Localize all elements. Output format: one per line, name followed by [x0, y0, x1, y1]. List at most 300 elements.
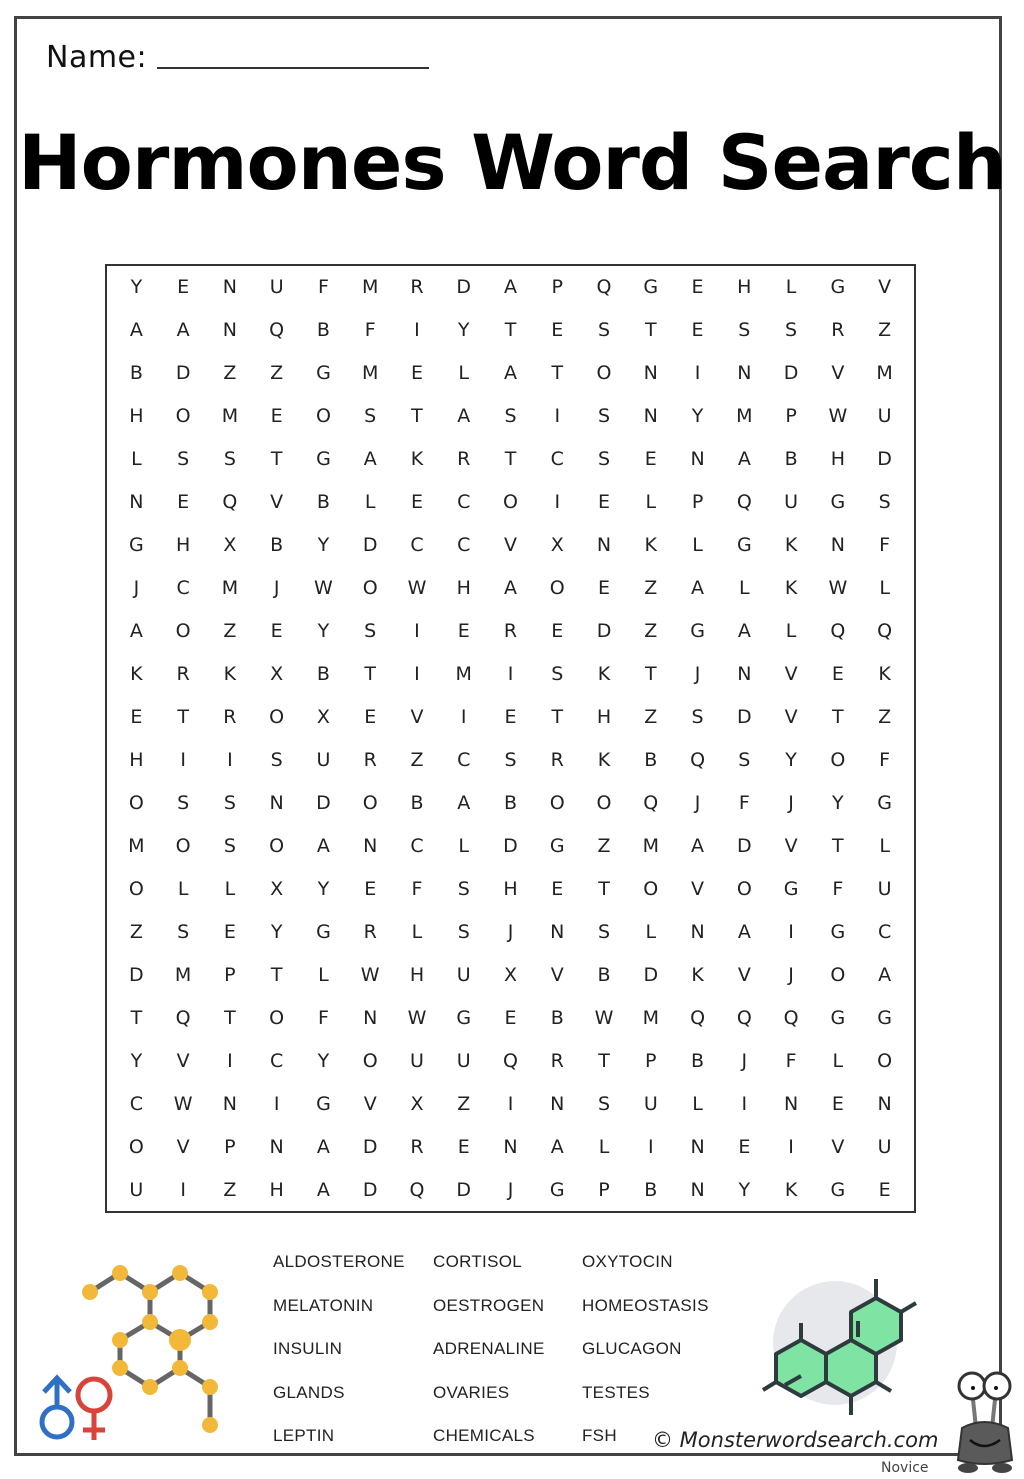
grid-cell[interactable]: N	[363, 834, 378, 857]
grid-cell[interactable]: F	[785, 1049, 797, 1072]
grid-cell[interactable]: Y	[317, 620, 330, 643]
grid-cell[interactable]: G	[783, 877, 799, 900]
grid-cell[interactable]: B	[316, 319, 330, 342]
grid-cell[interactable]: G	[316, 1092, 331, 1115]
grid-cell[interactable]: P	[224, 1135, 236, 1158]
grid-cell[interactable]: S	[364, 620, 377, 643]
grid-cell[interactable]: G	[643, 276, 659, 299]
grid-cell[interactable]: O	[128, 791, 144, 814]
grid-cell[interactable]: Y	[270, 920, 283, 943]
grid-cell[interactable]: D	[503, 834, 518, 857]
grid-cell[interactable]: I	[554, 491, 561, 514]
grid-cell[interactable]: C	[176, 577, 190, 600]
grid-cell[interactable]: N	[737, 663, 752, 686]
grid-cell[interactable]: S	[691, 706, 704, 728]
grid-cell[interactable]: R	[410, 1135, 424, 1158]
grid-cell[interactable]: U	[129, 1178, 144, 1201]
grid-cell[interactable]: H	[737, 276, 752, 299]
grid-cell[interactable]: K	[784, 534, 798, 557]
grid-cell[interactable]: Q	[175, 1006, 191, 1029]
grid-cell[interactable]: Y	[317, 877, 330, 900]
grid-cell[interactable]: S	[504, 748, 517, 771]
grid-cell[interactable]: I	[507, 1092, 514, 1115]
grid-cell[interactable]: E	[504, 706, 517, 728]
grid-cell[interactable]: L	[598, 1135, 610, 1158]
grid-cell[interactable]: A	[878, 963, 892, 986]
grid-cell[interactable]: L	[879, 834, 890, 857]
grid-cell[interactable]: T	[504, 448, 517, 471]
grid-cell[interactable]: A	[691, 577, 705, 600]
grid-cell[interactable]: X	[270, 877, 284, 900]
grid-cell[interactable]: R	[410, 276, 424, 299]
grid-cell[interactable]: N	[222, 1092, 237, 1115]
grid-cell[interactable]: M	[642, 834, 659, 857]
grid-cell[interactable]: T	[551, 706, 564, 728]
grid-cell[interactable]: U	[410, 1049, 424, 1072]
grid-cell[interactable]: U	[784, 491, 799, 514]
grid-cell[interactable]: V	[784, 706, 798, 728]
grid-cell[interactable]: E	[177, 276, 190, 299]
grid-cell[interactable]: W	[407, 577, 427, 600]
grid-cell[interactable]: G	[830, 1006, 846, 1029]
grid-cell[interactable]: A	[503, 362, 517, 385]
grid-cell[interactable]: Z	[644, 577, 658, 600]
grid-cell[interactable]: U	[877, 877, 892, 900]
grid-cell[interactable]: T	[177, 706, 189, 728]
grid-cell[interactable]: O	[175, 834, 191, 857]
grid-cell[interactable]: Z	[644, 620, 658, 643]
grid-cell[interactable]: E	[551, 620, 564, 643]
grid-cell[interactable]: A	[363, 448, 377, 471]
grid-cell[interactable]: L	[739, 577, 750, 600]
grid-cell[interactable]: K	[784, 1178, 798, 1201]
grid-cell[interactable]: W	[828, 577, 848, 600]
grid-cell[interactable]: A	[503, 577, 517, 600]
grid-cell[interactable]: B	[784, 448, 798, 471]
grid-cell[interactable]: G	[830, 491, 846, 514]
grid-cell[interactable]: N	[363, 1006, 378, 1029]
grid-cell[interactable]: O	[175, 405, 191, 428]
grid-cell[interactable]: U	[456, 963, 471, 986]
grid-cell[interactable]: N	[550, 920, 565, 943]
grid-cell[interactable]: G	[830, 276, 846, 299]
grid-cell[interactable]: H	[409, 963, 425, 986]
grid-cell[interactable]: O	[503, 491, 518, 514]
grid-cell[interactable]: C	[410, 834, 424, 857]
grid-cell[interactable]: Z	[878, 319, 892, 342]
grid-cell[interactable]: S	[223, 448, 236, 471]
grid-cell[interactable]: Q	[409, 1178, 425, 1201]
grid-cell[interactable]: D	[783, 362, 799, 385]
grid-cell[interactable]: B	[550, 1006, 564, 1029]
grid-cell[interactable]: C	[877, 920, 892, 943]
grid-cell[interactable]: T	[644, 319, 657, 342]
grid-cell[interactable]: Z	[457, 1092, 471, 1115]
grid-cell[interactable]: D	[456, 1178, 472, 1201]
grid-cell[interactable]: B	[597, 963, 611, 986]
grid-cell[interactable]: Q	[222, 491, 238, 514]
grid-cell[interactable]: A	[129, 319, 143, 342]
grid-cell[interactable]: F	[738, 791, 750, 814]
grid-cell[interactable]: E	[457, 620, 470, 643]
grid-cell[interactable]: U	[269, 276, 284, 299]
grid-cell[interactable]: L	[131, 448, 142, 471]
grid-cell[interactable]: N	[503, 1135, 518, 1158]
grid-cell[interactable]: A	[316, 1135, 330, 1158]
grid-cell[interactable]: N	[269, 1135, 284, 1158]
grid-cell[interactable]: S	[597, 319, 611, 342]
grid-cell[interactable]: M	[736, 405, 753, 428]
grid-cell[interactable]: T	[504, 319, 517, 342]
grid-cell[interactable]: O	[596, 362, 612, 385]
grid-cell[interactable]: X	[550, 534, 564, 557]
grid-cell[interactable]: R	[550, 1049, 564, 1072]
grid-cell[interactable]: S	[597, 448, 611, 471]
grid-cell[interactable]: S	[785, 319, 798, 342]
grid-cell[interactable]: J	[507, 1178, 514, 1201]
grid-cell[interactable]: V	[363, 1092, 377, 1115]
grid-cell[interactable]: G	[316, 920, 331, 943]
grid-cell[interactable]: M	[455, 663, 472, 686]
grid-cell[interactable]: M	[361, 362, 379, 385]
grid-cell[interactable]: I	[273, 1092, 280, 1115]
grid-cell[interactable]: W	[314, 577, 333, 600]
grid-cell[interactable]: O	[596, 791, 612, 814]
grid-cell[interactable]: V	[878, 276, 892, 299]
grid-cell[interactable]: O	[362, 577, 378, 600]
grid-cell[interactable]: X	[410, 1092, 424, 1115]
grid-cell[interactable]: E	[364, 706, 377, 728]
grid-cell[interactable]: C	[457, 534, 471, 557]
grid-cell[interactable]: F	[317, 276, 329, 299]
grid-cell[interactable]: Z	[129, 920, 143, 943]
grid-cell[interactable]: E	[551, 319, 564, 342]
grid-cell[interactable]: C	[457, 748, 471, 771]
grid-cell[interactable]: V	[270, 491, 284, 514]
grid-cell[interactable]: K	[223, 663, 237, 686]
grid-cell[interactable]: Y	[130, 276, 143, 299]
grid-cell[interactable]: A	[457, 405, 471, 428]
grid-cell[interactable]: Y	[317, 1049, 330, 1072]
grid-cell[interactable]: K	[691, 963, 704, 986]
grid-cell[interactable]: T	[598, 1049, 610, 1072]
grid-cell[interactable]: V	[176, 1135, 190, 1158]
grid-cell[interactable]: T	[551, 362, 564, 385]
grid-cell[interactable]: G	[830, 1178, 846, 1201]
grid-cell[interactable]: R	[363, 748, 377, 771]
grid-cell[interactable]: U	[643, 1092, 658, 1115]
grid-cell[interactable]: E	[551, 877, 564, 900]
grid-cell[interactable]: P	[645, 1049, 657, 1072]
grid-cell[interactable]: Y	[785, 748, 797, 771]
grid-cell[interactable]: D	[737, 834, 752, 857]
grid-cell[interactable]: I	[788, 1135, 794, 1158]
grid-cell[interactable]: S	[738, 748, 751, 771]
grid-cell[interactable]: S	[457, 877, 470, 900]
grid-cell[interactable]: P	[224, 963, 236, 986]
grid-cell[interactable]: O	[128, 877, 144, 900]
grid-cell[interactable]: E	[644, 448, 657, 471]
grid-cell[interactable]: L	[879, 577, 890, 600]
grid-cell[interactable]: A	[316, 1178, 330, 1201]
grid-cell[interactable]: L	[318, 963, 329, 986]
grid-cell[interactable]: G	[690, 620, 705, 643]
grid-cell[interactable]: B	[503, 791, 518, 814]
grid-cell[interactable]: O	[269, 834, 285, 857]
grid-cell[interactable]: V	[784, 834, 798, 857]
grid-cell[interactable]: A	[550, 1135, 564, 1158]
grid-cell[interactable]: Q	[783, 1006, 799, 1029]
grid-cell[interactable]: J	[133, 577, 140, 600]
grid-cell[interactable]: J	[788, 791, 794, 814]
grid-cell[interactable]: N	[877, 1092, 892, 1115]
grid-cell[interactable]: I	[460, 706, 467, 728]
grid-cell[interactable]: T	[832, 706, 844, 728]
grid-cell[interactable]: D	[175, 362, 191, 385]
grid-cell[interactable]: S	[457, 920, 470, 943]
grid-cell[interactable]: U	[877, 1135, 892, 1158]
grid-cell[interactable]: L	[177, 877, 189, 900]
grid-cell[interactable]: Y	[130, 1049, 143, 1072]
grid-cell[interactable]: X	[223, 534, 237, 557]
grid-cell[interactable]: F	[879, 534, 891, 557]
grid-cell[interactable]: D	[316, 791, 331, 814]
grid-cell[interactable]: T	[598, 877, 610, 900]
word-search-grid[interactable]	[105, 264, 916, 1213]
grid-cell[interactable]: W	[360, 963, 380, 986]
grid-cell[interactable]: E	[270, 620, 283, 643]
grid-cell[interactable]: O	[175, 620, 191, 643]
grid-cell[interactable]: E	[598, 577, 611, 600]
grid-cell[interactable]: L	[832, 1049, 844, 1072]
grid-cell[interactable]: S	[364, 405, 377, 428]
grid-cell[interactable]: A	[316, 834, 330, 857]
grid-cell[interactable]: T	[224, 1006, 236, 1029]
grid-cell[interactable]: T	[270, 448, 283, 471]
grid-cell[interactable]: S	[504, 405, 517, 428]
grid-cell[interactable]: L	[411, 920, 423, 943]
grid-cell[interactable]: A	[737, 920, 751, 943]
grid-cell[interactable]: X	[503, 963, 517, 986]
grid-cell[interactable]: F	[364, 319, 376, 342]
grid-cell[interactable]: D	[129, 963, 144, 986]
grid-cell[interactable]: K	[410, 448, 424, 471]
grid-cell[interactable]: G	[316, 362, 331, 385]
grid-cell[interactable]: R	[503, 620, 518, 643]
grid-cell[interactable]: Y	[832, 791, 844, 814]
grid-cell[interactable]: R	[223, 706, 237, 728]
grid-cell[interactable]: I	[414, 319, 420, 342]
grid-cell[interactable]: M	[642, 1006, 659, 1029]
grid-cell[interactable]: A	[691, 834, 705, 857]
grid-cell[interactable]: H	[830, 448, 845, 471]
grid-cell[interactable]: Y	[457, 319, 470, 342]
grid-cell[interactable]: E	[831, 663, 844, 686]
grid-cell[interactable]: G	[877, 1006, 892, 1029]
grid-cell[interactable]: T	[832, 834, 844, 857]
grid-cell[interactable]: H	[129, 748, 144, 771]
grid-cell[interactable]: A	[503, 276, 517, 299]
grid-cell[interactable]: Q	[830, 620, 846, 643]
grid-cell[interactable]: L	[458, 834, 470, 857]
grid-cell[interactable]: O	[128, 1135, 144, 1158]
grid-cell[interactable]: O	[269, 706, 285, 728]
grid-cell[interactable]: D	[362, 1135, 378, 1158]
grid-cell[interactable]: J	[694, 791, 701, 814]
grid-cell[interactable]: Q	[643, 791, 659, 814]
grid-cell[interactable]: N	[830, 534, 845, 557]
grid-cell[interactable]: I	[227, 1049, 233, 1072]
grid-cell[interactable]: V	[784, 663, 798, 686]
grid-cell[interactable]: H	[456, 577, 471, 600]
grid-cell[interactable]: D	[643, 963, 659, 986]
grid-cell[interactable]: S	[270, 748, 283, 771]
grid-cell[interactable]: V	[176, 1049, 190, 1072]
grid-cell[interactable]: O	[830, 963, 846, 986]
grid-cell[interactable]: T	[411, 405, 423, 428]
grid-cell[interactable]: P	[785, 405, 797, 428]
grid-cell[interactable]: Z	[597, 834, 611, 857]
grid-cell[interactable]: S	[223, 834, 236, 857]
grid-cell[interactable]: N	[269, 791, 284, 814]
grid-cell[interactable]: E	[223, 920, 236, 943]
grid-cell[interactable]: O	[549, 577, 565, 600]
grid-cell[interactable]: W	[828, 405, 848, 428]
grid-cell[interactable]: C	[270, 1049, 284, 1072]
grid-cell[interactable]: H	[175, 534, 191, 557]
grid-cell[interactable]: Q	[877, 620, 893, 643]
grid-cell[interactable]: L	[645, 491, 657, 514]
grid-cell[interactable]: K	[130, 663, 143, 686]
grid-cell[interactable]: S	[177, 791, 190, 814]
grid-cell[interactable]: B	[644, 1178, 658, 1201]
grid-cell[interactable]: L	[785, 620, 797, 643]
grid-cell[interactable]: I	[694, 362, 701, 385]
grid-cell[interactable]: D	[877, 448, 892, 471]
grid-cell[interactable]: P	[551, 276, 563, 299]
grid-cell[interactable]: A	[737, 620, 751, 643]
grid-cell[interactable]: X	[270, 663, 284, 686]
grid-cell[interactable]: N	[690, 920, 705, 943]
grid-cell[interactable]: G	[316, 448, 331, 471]
grid-cell[interactable]: F	[317, 1006, 329, 1029]
grid-cell[interactable]: V	[737, 963, 751, 986]
grid-cell[interactable]: V	[503, 534, 517, 557]
grid-cell[interactable]: H	[129, 405, 144, 428]
grid-cell[interactable]: O	[269, 1006, 285, 1029]
grid-cell[interactable]: L	[785, 276, 797, 299]
grid-cell[interactable]: R	[457, 448, 471, 471]
grid-cell[interactable]: K	[644, 534, 658, 557]
grid-cell[interactable]: Z	[223, 362, 237, 385]
grid-cell[interactable]: J	[694, 663, 701, 686]
grid-cell[interactable]: E	[410, 362, 423, 385]
grid-cell[interactable]: B	[270, 534, 284, 557]
grid-cell[interactable]: M	[361, 276, 379, 299]
grid-cell[interactable]: K	[784, 577, 798, 600]
grid-cell[interactable]: I	[741, 1092, 748, 1115]
grid-cell[interactable]: B	[129, 362, 143, 385]
grid-cell[interactable]: G	[830, 920, 846, 943]
grid-cell[interactable]: Y	[738, 1178, 751, 1201]
grid-cell[interactable]: V	[691, 877, 705, 900]
grid-cell[interactable]: Z	[878, 706, 892, 728]
grid-cell[interactable]: T	[364, 663, 376, 686]
grid-cell[interactable]: B	[644, 748, 658, 771]
grid-cell[interactable]: E	[598, 491, 611, 514]
grid-cell[interactable]: E	[831, 1092, 844, 1115]
grid-cell[interactable]: U	[877, 405, 892, 428]
grid-cell[interactable]: L	[645, 920, 657, 943]
grid-cell[interactable]: S	[738, 319, 751, 342]
grid-cell[interactable]: G	[456, 1006, 472, 1029]
grid-cell[interactable]: B	[316, 663, 330, 686]
grid-cell[interactable]: O	[362, 791, 378, 814]
grid-cell[interactable]: H	[269, 1178, 284, 1201]
grid-cell[interactable]: E	[130, 706, 143, 728]
grid-cell[interactable]: O	[877, 1049, 893, 1072]
grid-cell[interactable]: J	[788, 963, 794, 986]
grid-cell[interactable]: S	[177, 920, 190, 943]
grid-cell[interactable]: F	[411, 877, 423, 900]
grid-cell[interactable]: Z	[410, 748, 424, 771]
grid-cell[interactable]: R	[176, 663, 190, 686]
grid-cell[interactable]: N	[643, 405, 658, 428]
grid-cell[interactable]: N	[129, 491, 144, 514]
grid-cell[interactable]: Q	[503, 1049, 518, 1072]
grid-cell[interactable]: O	[362, 1049, 378, 1072]
grid-cell[interactable]: N	[643, 362, 658, 385]
grid-cell[interactable]: P	[691, 491, 704, 514]
grid-cell[interactable]: V	[550, 963, 564, 986]
grid-cell[interactable]: E	[691, 276, 704, 299]
grid-cell[interactable]: N	[783, 1092, 799, 1115]
grid-cell[interactable]: I	[414, 620, 420, 643]
grid-cell[interactable]: O	[315, 405, 331, 428]
grid-cell[interactable]: I	[507, 663, 514, 686]
grid-cell[interactable]: G	[736, 534, 752, 557]
grid-cell[interactable]: E	[364, 877, 377, 900]
grid-cell[interactable]: O	[830, 748, 846, 771]
grid-cell[interactable]: D	[362, 1178, 378, 1201]
grid-cell[interactable]: Q	[690, 748, 706, 771]
grid-cell[interactable]: S	[878, 491, 891, 514]
grid-cell[interactable]: W	[407, 1006, 427, 1029]
grid-cell[interactable]: Q	[736, 491, 752, 514]
grid-cell[interactable]: K	[878, 663, 891, 686]
grid-cell[interactable]: G	[549, 1178, 565, 1201]
grid-cell[interactable]: D	[737, 706, 752, 728]
grid-cell[interactable]: A	[129, 620, 143, 643]
grid-cell[interactable]: J	[273, 577, 280, 600]
grid-cell[interactable]: M	[221, 405, 239, 428]
name-input-line[interactable]	[157, 67, 429, 69]
grid-cell[interactable]: N	[690, 448, 705, 471]
grid-cell[interactable]: V	[831, 362, 845, 385]
grid-cell[interactable]: H	[596, 706, 612, 728]
grid-cell[interactable]: O	[549, 791, 565, 814]
grid-cell[interactable]: E	[457, 1135, 470, 1158]
grid-cell[interactable]: G	[549, 834, 565, 857]
grid-cell[interactable]: C	[129, 1092, 144, 1115]
grid-cell[interactable]: Z	[270, 362, 284, 385]
grid-cell[interactable]: Z	[223, 620, 237, 643]
grid-cell[interactable]: L	[692, 534, 703, 557]
grid-cell[interactable]: E	[177, 491, 190, 514]
grid-cell[interactable]: Q	[690, 1006, 706, 1029]
grid-cell[interactable]: N	[550, 1092, 565, 1115]
grid-cell[interactable]: E	[410, 491, 423, 514]
